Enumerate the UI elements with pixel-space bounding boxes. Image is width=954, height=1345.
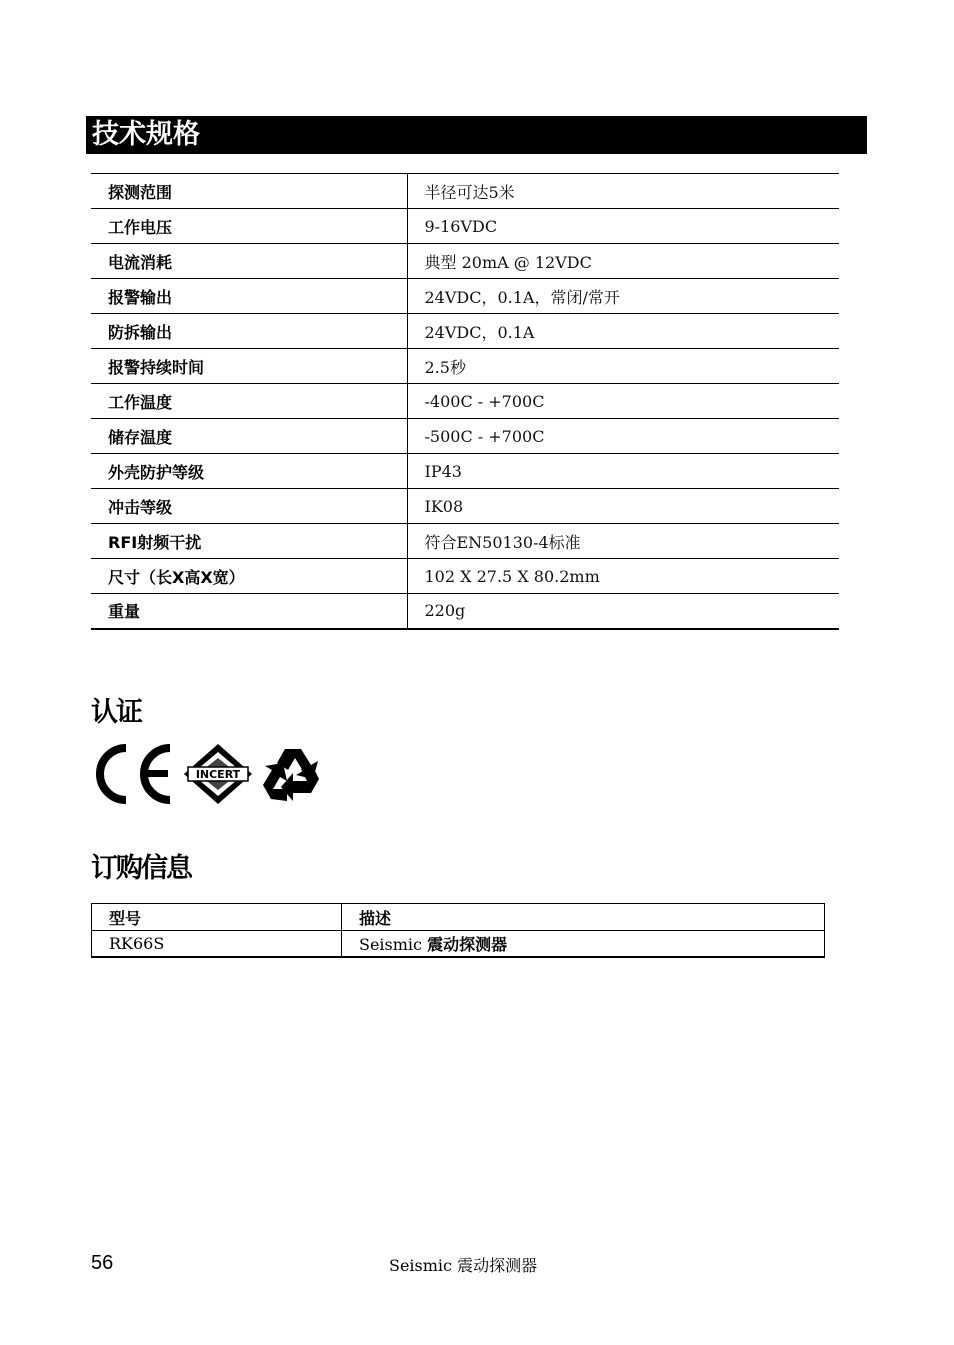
spec-value: 102 X 27.5 X 80.2mm <box>407 559 839 594</box>
ordering-row <box>92 931 825 957</box>
spec-value: -400C - +700C <box>407 384 839 419</box>
ordering-title: 订购信息 <box>91 853 191 884</box>
certification-title: 认证 <box>91 697 141 728</box>
footer-title: Seismic 震动探测器 <box>389 1256 538 1275</box>
spec-label: 储存温度 <box>91 419 407 454</box>
spec-row <box>91 454 839 489</box>
recycle-icon <box>263 749 319 801</box>
spec-label: RFI射频干扰 <box>91 524 407 559</box>
spec-label: 重量 <box>91 594 407 629</box>
spec-value: IK08 <box>407 489 839 524</box>
description-bold: 震动探测器 <box>427 934 508 954</box>
ce-mark-icon <box>100 748 170 800</box>
spec-row <box>91 559 839 594</box>
spec-row <box>91 244 839 279</box>
spec-section-header: 技术规格 <box>86 116 867 154</box>
spec-value: 24VDC，0.1A <box>407 314 839 349</box>
spec-row <box>91 524 839 559</box>
spec-row <box>91 174 839 209</box>
spec-value: 典型 20mA @ 12VDC <box>407 244 839 279</box>
spec-label: 报警持续时间 <box>91 349 407 384</box>
description-cell <box>342 931 825 957</box>
spec-label: 探测范围 <box>91 174 407 209</box>
spec-value: 220g <box>407 594 839 629</box>
spec-value: 24VDC，0.1A，常闭/常开 <box>407 279 839 314</box>
spec-table <box>91 173 839 630</box>
spec-value: 2.5秒 <box>407 349 839 384</box>
incert-logo <box>184 744 252 804</box>
ordering-table <box>91 903 825 958</box>
spec-row <box>91 594 839 629</box>
spec-label: 报警输出 <box>91 279 407 314</box>
spec-row <box>91 489 839 524</box>
spec-label: 冲击等级 <box>91 489 407 524</box>
spec-row <box>91 384 839 419</box>
spec-value: 9-16VDC <box>407 209 839 244</box>
spec-row <box>91 314 839 349</box>
ordering-header-row <box>92 904 825 931</box>
spec-row <box>91 419 839 454</box>
spec-label: 外壳防护等级 <box>91 454 407 489</box>
spec-value: IP43 <box>407 454 839 489</box>
spec-value: -500C - +700C <box>407 419 839 454</box>
spec-value: 半径可达5米 <box>407 174 839 209</box>
description-prefix: Seismic <box>359 934 423 954</box>
spec-row <box>91 209 839 244</box>
spec-row <box>91 279 839 314</box>
spec-row <box>91 349 839 384</box>
spec-value: 符合EN50130-4标准 <box>407 524 839 559</box>
header-model: 型号 <box>92 904 342 931</box>
certification-logos <box>96 740 328 808</box>
spec-label: 工作温度 <box>91 384 407 419</box>
spec-label: 防拆输出 <box>91 314 407 349</box>
incert-logo-text: INCERT <box>195 768 241 781</box>
header-description: 描述 <box>342 904 825 931</box>
spec-label: 工作电压 <box>91 209 407 244</box>
spec-label: 电流消耗 <box>91 244 407 279</box>
model-cell: RK66S <box>92 931 342 957</box>
page-number: 56 <box>91 1252 114 1274</box>
spec-label: 尺寸（长X高X宽） <box>91 559 407 594</box>
